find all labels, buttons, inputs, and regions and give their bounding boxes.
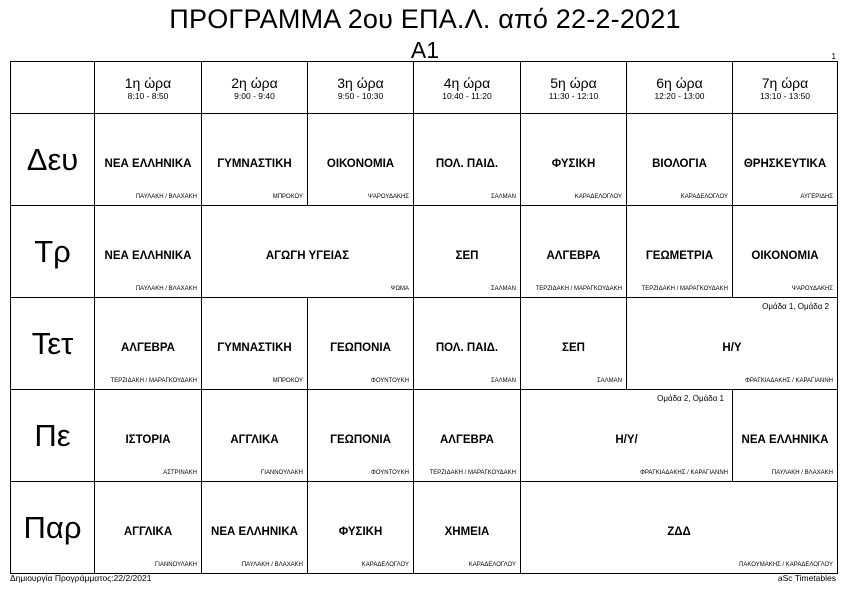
teacher: ΦΡΑΓΚΙΑΔΑΚΗΣ / ΚΑΡΑΓΙΑΝΝΗ (745, 378, 833, 384)
group-label: Ομάδα 1, Ομάδα 2 (762, 302, 829, 311)
class-name: A1 (410, 37, 440, 63)
day-row-wednesday (11, 298, 838, 390)
subject: ΟΙΚΟΝΟΜΙΑ (326, 158, 395, 170)
subject: Η/Υ (722, 342, 742, 354)
period-header: 7η ώρα 13:10 - 13:50 (733, 62, 838, 114)
header-row (11, 62, 838, 114)
subject: ΓΕΩΠΟΝΙΑ (330, 342, 391, 354)
subject: ΑΓΓΛΙΚΑ (123, 526, 173, 538)
subject: ΑΛΓΕΒΡΑ (121, 342, 175, 354)
teacher: ΠΑΥΛΑΚΗ / ΒΛΑΧΑΚΗ (241, 562, 303, 568)
teacher: ΚΑΡΑΔΕΛΟΓΛΟΥ (574, 194, 622, 200)
subject: ΓΕΩΠΟΝΙΑ (330, 434, 391, 446)
teacher: ΑΣΤΡΙΝΑΚΗ (163, 470, 197, 476)
teacher: ΓΙΑΝΝΟΥΛΑΚΗ (260, 470, 303, 476)
teacher: ΨΑΡΟΥΔΑΚΗΣ (367, 194, 409, 200)
subject: ΝΕΑ ΕΛΛΗΝΙΚΑ (104, 250, 192, 262)
lesson-cell (202, 298, 308, 390)
teacher: ΠΑΥΛΑΚΗ / ΒΛΑΧΑΚΗ (135, 286, 197, 292)
teacher: ΤΕΡΖΙΔΑΚΗ / ΜΑΡΑΓΚΟΥΔΑΚΗ (110, 378, 197, 384)
day-row-friday (11, 482, 838, 574)
teacher: ΦΟΥΝΤΟΥΚΗ (371, 378, 409, 384)
lesson-cell (414, 298, 521, 390)
subject: ΟΙΚΟΝΟΜΙΑ (751, 250, 819, 262)
teacher: ΣΑΛΜΑΝ (490, 378, 516, 384)
lesson-cell (521, 298, 627, 390)
subject: ΧΗΜΕΙΑ (444, 526, 490, 538)
teacher: ΜΠΡΟΚΟΥ (272, 194, 303, 200)
subject: ΘΡΗΣΚΕΥΤΙΚΑ (743, 158, 827, 170)
lesson-cell (627, 298, 838, 390)
lesson-cell (414, 114, 521, 206)
lesson-cell (202, 114, 308, 206)
lesson-cell (521, 390, 733, 482)
teacher: ΣΑΛΜΑΝ (490, 286, 516, 292)
subject: ΣΕΠ (455, 250, 479, 262)
lesson-cell (202, 390, 308, 482)
lesson-cell (414, 482, 521, 574)
page-title: ΠΡΟΓΡΑΜΜΑ 2ου ΕΠΑ.Λ. από 22-2-2021 (169, 4, 681, 34)
lesson-cell (733, 114, 838, 206)
teacher: ΑΥΓΕΡΙΔΗΣ (800, 194, 833, 200)
subject: ΙΣΤΟΡΙΑ (125, 434, 171, 446)
day-label: Δευ (11, 114, 95, 206)
lesson-cell (414, 206, 521, 298)
creation-date: Δημιουργία Προγράμματος:22/2/2021 (10, 573, 152, 583)
lesson-cell (414, 390, 521, 482)
subject: ΝΕΑ ΕΛΛΗΝΙΚΑ (741, 434, 829, 446)
lesson-cell (95, 482, 202, 574)
subject: ΓΥΜΝΑΣΤΙΚΗ (217, 158, 292, 170)
lesson-cell (95, 114, 202, 206)
teacher: ΦΟΥΝΤΟΥΚΗ (371, 470, 409, 476)
day-label: Πε (11, 390, 95, 482)
period-header: 2η ώρα 9:00 - 9:40 (202, 62, 308, 114)
day-row-tuesday (11, 206, 838, 298)
lesson-cell (202, 206, 414, 298)
period-header: 5η ώρα 11:30 - 12:10 (521, 62, 627, 114)
subject: ΑΛΓΕΒΡΑ (546, 250, 601, 262)
teacher: ΣΑΛΜΑΝ (490, 194, 516, 200)
software-credit: aSc Timetables (777, 573, 836, 583)
lesson-cell (202, 482, 308, 574)
lesson-cell (308, 114, 414, 206)
corner-cell (11, 62, 95, 114)
subject: ΖΔΔ (667, 526, 691, 538)
day-row-monday (11, 114, 838, 206)
teacher: ΦΡΑΓΚΙΑΔΑΚΗΣ / ΚΑΡΑΓΙΑΝΝΗ (640, 470, 728, 476)
timetable (10, 61, 838, 574)
subject: ΓΥΜΝΑΣΤΙΚΗ (217, 342, 292, 354)
period-header: 3η ώρα 9:50 - 10:30 (308, 62, 414, 114)
lesson-cell (95, 298, 202, 390)
lesson-cell (733, 390, 838, 482)
lesson-cell (95, 206, 202, 298)
lesson-cell (521, 114, 627, 206)
lesson-cell (95, 390, 202, 482)
day-label: Τρ (11, 206, 95, 298)
subject: ΑΛΓΕΒΡΑ (440, 434, 494, 446)
teacher: ΨΩΜΑ (390, 286, 409, 292)
teacher: ΜΠΡΟΚΟΥ (272, 378, 303, 384)
subject: ΦΥΣΙΚΗ (338, 526, 383, 538)
teacher: ΠΑΥΛΑΚΗ / ΒΛΑΧΑΚΗ (135, 194, 197, 200)
lesson-cell (627, 114, 733, 206)
teacher: ΚΑΡΑΔΕΛΟΓΛΟΥ (361, 562, 409, 568)
lesson-cell (308, 298, 414, 390)
teacher: ΚΑΡΑΔΕΛΟΓΛΟΥ (468, 562, 516, 568)
teacher: ΨΑΡΟΥΔΑΚΗΣ (791, 286, 833, 292)
teacher: ΤΕΡΖΙΔΑΚΗ / ΜΑΡΑΓΚΟΥΔΑΚΗ (641, 286, 728, 292)
lesson-cell (521, 482, 838, 574)
subject: ΦΥΣΙΚΗ (551, 158, 596, 170)
subject: ΑΓΩΓΗ ΥΓΕΙΑΣ (265, 250, 350, 262)
lesson-cell (733, 206, 838, 298)
lesson-cell (308, 482, 414, 574)
page-number: 1 (831, 52, 836, 61)
subject: ΓΕΩΜΕΤΡΙΑ (645, 250, 714, 262)
period-header: 1η ώρα 8:10 - 8:50 (95, 62, 202, 114)
subject: ΝΕΑ ΕΛΛΗΝΙΚΑ (211, 526, 298, 538)
day-row-thursday (11, 390, 838, 482)
day-label: Τετ (11, 298, 95, 390)
subject: ΑΓΓΛΙΚΑ (230, 434, 279, 446)
day-label: Παρ (11, 482, 95, 574)
teacher: ΓΙΑΝΝΟΥΛΑΚΗ (154, 562, 197, 568)
subject: ΠΟΛ. ΠΑΙΔ. (435, 342, 499, 354)
subject: Η/Υ/ (615, 434, 638, 446)
subject: ΣΕΠ (562, 342, 585, 354)
lesson-cell (308, 390, 414, 482)
period-header: 4η ώρα 10:40 - 11:20 (414, 62, 521, 114)
teacher: ΠΑΚΟΥΜΑΚΗΣ / ΚΑΡΑΔΕΛΟΓΛΟΥ (739, 562, 833, 568)
lesson-cell (627, 206, 733, 298)
teacher: ΤΕΡΖΙΔΑΚΗ / ΜΑΡΑΓΚΟΥΔΑΚΗ (535, 286, 622, 292)
subject: ΝΕΑ ΕΛΛΗΝΙΚΑ (104, 158, 192, 170)
teacher: ΚΑΡΑΔΕΛΟΓΛΟΥ (680, 194, 728, 200)
teacher: ΣΑΛΜΑΝ (596, 378, 622, 384)
teacher: ΠΑΥΛΑΚΗ / ΒΛΑΧΑΚΗ (771, 470, 833, 476)
group-label: Ομάδα 2, Ομάδα 1 (657, 394, 724, 403)
period-header: 6η ώρα 12:20 - 13:00 (627, 62, 733, 114)
teacher: ΤΕΡΖΙΔΑΚΗ / ΜΑΡΑΓΚΟΥΔΑΚΗ (429, 470, 516, 476)
lesson-cell (521, 206, 627, 298)
subject: ΠΟΛ. ΠΑΙΔ. (435, 158, 499, 170)
subject: ΒΙΟΛΟΓΙΑ (652, 158, 707, 170)
